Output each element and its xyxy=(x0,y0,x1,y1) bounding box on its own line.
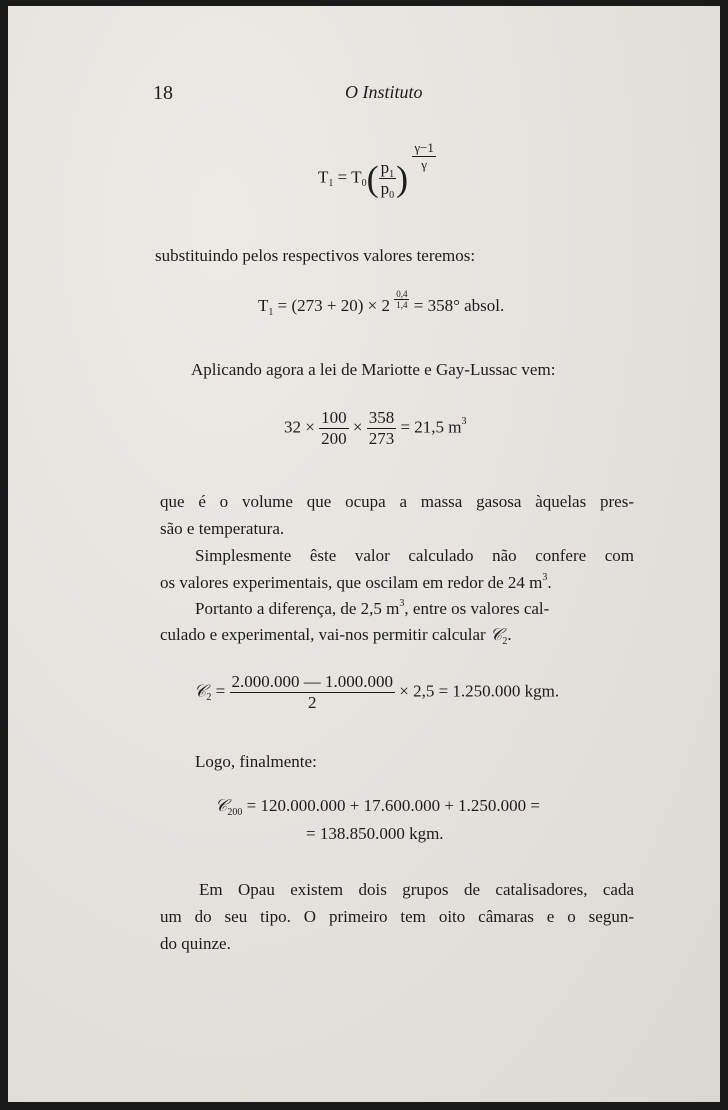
eq3-f2-den: 273 xyxy=(368,429,395,448)
eq1-frac-den: p xyxy=(380,179,390,198)
eq1-exp-num: γ−1 xyxy=(414,140,434,155)
para2-line2-end: . xyxy=(547,573,552,592)
eq2-exp-den: 1,4 xyxy=(396,299,408,310)
para3-script-c-symbol: 𝒞 xyxy=(489,625,503,645)
text-mariotte: Aplicando agora a lei de Mariotte e Gay-Lussac vem: xyxy=(191,360,556,379)
equation-c2 xyxy=(194,672,559,713)
eq4-equals: = xyxy=(215,681,226,701)
eq2-exponent xyxy=(394,289,409,310)
eq1-frac-den-sub: 0 xyxy=(389,190,395,201)
eq3-f1-den: 200 xyxy=(321,429,347,448)
eq1-t0: = T xyxy=(337,167,362,187)
eq3-fraction-2 xyxy=(367,408,397,449)
eq1-frac-num-sub: 1 xyxy=(389,169,395,180)
para2-line1: Simplesmente êste valor calculado não confere com xyxy=(195,546,634,565)
equation-volume xyxy=(284,408,467,449)
running-title: O Instituto xyxy=(345,82,423,102)
para4-line1: Em Opau existem dois grupos de catalisadores, cada xyxy=(199,880,634,899)
eq5-sub: 200 xyxy=(227,807,243,818)
eq4-rhs: × 2,5 = 1.250.000 kgm. xyxy=(399,681,560,701)
eq4-sub: 2 xyxy=(206,692,212,704)
para2-line2-sup: 3 xyxy=(542,572,548,583)
para3-line2-a: culado e experimental, vai-nos permitir calcular xyxy=(160,625,486,644)
text-finally: Logo, finalmente: xyxy=(195,752,317,771)
equation-c200-line2: = 138.850.000 kgm. xyxy=(306,824,444,843)
equation-t1-value xyxy=(258,288,505,318)
page-number: 18 xyxy=(153,82,173,104)
eq2-exp-num: 0,4 xyxy=(396,288,408,299)
eq2-rhs-a: = (273 + 20) × 2 xyxy=(277,296,390,315)
equation-c200-line1 xyxy=(215,796,540,816)
para3-line1-a: Portanto a diferença, de 2,5 m xyxy=(195,599,400,618)
eq4-fraction xyxy=(230,672,396,713)
eq3-fraction-1 xyxy=(319,408,349,449)
eq3-result: = 21,5 m xyxy=(400,417,462,437)
para4-line2: um do seu tipo. O primeiro tem oito câmaras e o segun- xyxy=(160,907,634,926)
text-substituting: substituindo pelos respectivos valores teremos: xyxy=(155,246,476,265)
eq1-exp-den: γ xyxy=(421,157,427,172)
para3-line2 xyxy=(160,621,512,651)
eq3-a: 32 × xyxy=(284,417,315,437)
eq4-num: 2.000.000 — 1.000.000 xyxy=(231,672,393,691)
eq1-lhs-sub: 1 xyxy=(328,178,334,190)
eq5-line1: = 120.000.000 + 17.600.000 + 1.250.000 = xyxy=(246,796,541,815)
para3-line1-b: , entre os valores cal- xyxy=(404,599,550,618)
para4-line3: do quinze. xyxy=(160,934,231,953)
eq4-den: 2 xyxy=(308,693,317,712)
eq1-frac-num: p xyxy=(380,158,390,177)
eq1-close-paren: ) xyxy=(396,158,409,199)
para1-line1: que é o volume que ocupa a massa gasosa àquelas pres- xyxy=(160,492,634,511)
eq3-f2-num: 358 xyxy=(368,408,395,427)
book-page xyxy=(8,6,720,1102)
eq1-t0-sub: 0 xyxy=(361,178,367,190)
para1-line2: são e temperatura. xyxy=(160,519,285,538)
eq4-script-c-symbol: 𝒞 xyxy=(194,681,207,702)
eq2-rhs-b: = 358° absol. xyxy=(413,296,505,315)
eq1-exponent xyxy=(412,140,436,173)
eq2-lhs-sub: 1 xyxy=(268,307,274,318)
para3-line2-end: . xyxy=(507,625,512,644)
para3-line1-sup: 3 xyxy=(399,598,405,609)
eq2-lhs: T xyxy=(258,296,269,315)
para2-line2-text: os valores experimentais, que oscilam em redor de 24 m xyxy=(160,573,543,592)
eq1-open-paren: ( xyxy=(366,158,379,199)
eq3-times: × xyxy=(352,417,363,437)
eq5-script-c-symbol: 𝒞 xyxy=(215,796,228,816)
eq3-f1-num: 100 xyxy=(321,408,347,427)
eq1-pressure-fraction xyxy=(379,158,397,199)
eq3-result-sup: 3 xyxy=(461,416,467,428)
para3-symbol-sub: 2 xyxy=(502,636,508,647)
eq1-lhs: T xyxy=(318,167,329,187)
